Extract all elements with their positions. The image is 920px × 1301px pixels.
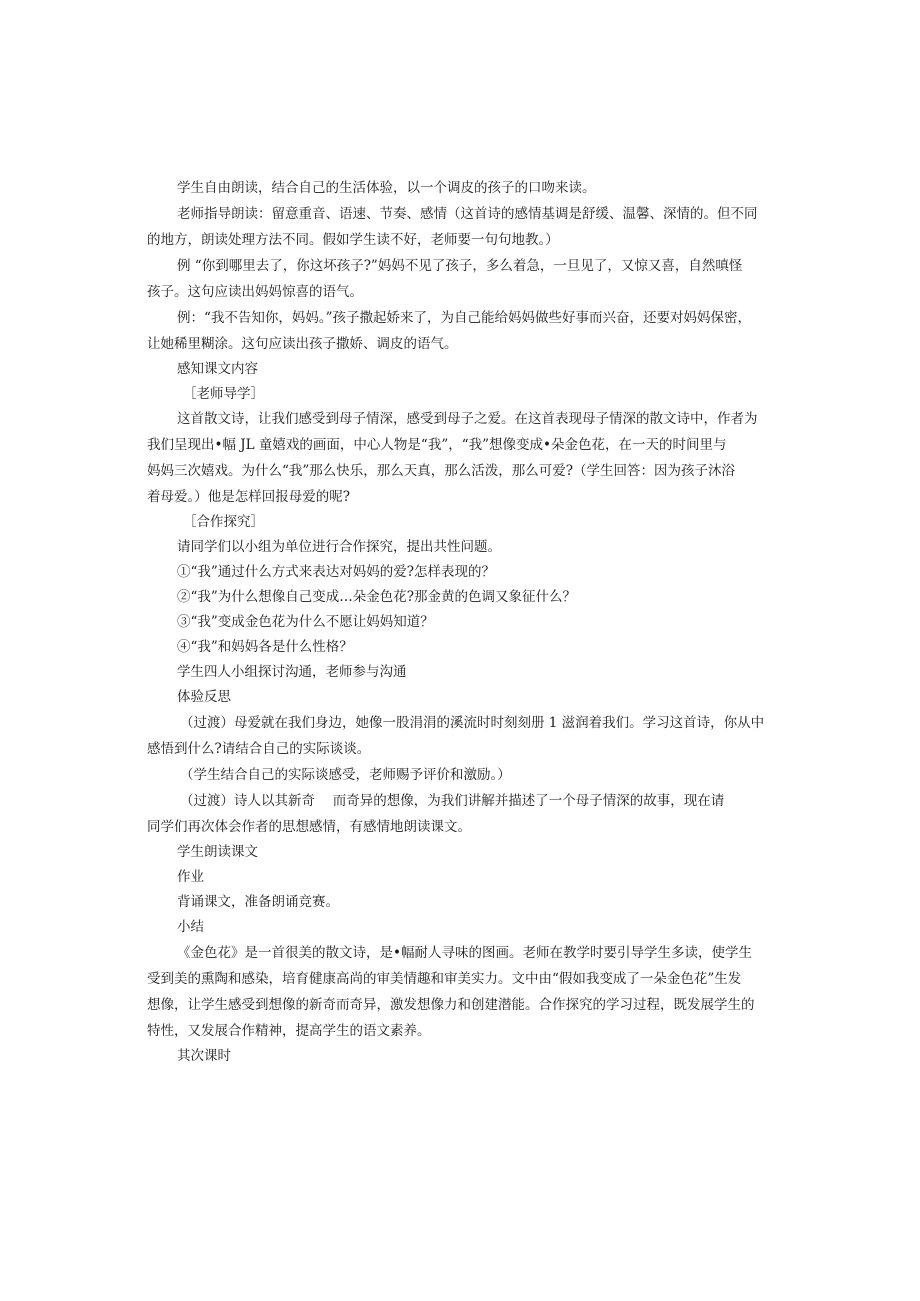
section-label: ［老师导学］ bbox=[183, 386, 264, 402]
list-item: ③“我”变成金色花为什么不愿让妈妈知道？ bbox=[177, 614, 434, 630]
text-line: 让她稀里糊涂。这句应读出孩子撒娇、调皮的语气。 bbox=[147, 336, 458, 352]
text-line: 例 “你到哪里去了，你这坏孩子?”妈妈不见了孩子，多么着急，一旦见了，又惊又喜，自然嗔怪 bbox=[177, 258, 743, 274]
section-heading: 其次课时 bbox=[177, 1048, 231, 1064]
text-line: 我们呈现出•幅 JL 童嬉戏的画面，中心人物是“我”，“我”想像变成•朵金色花，在一天的时间里与 bbox=[147, 437, 727, 453]
text-line: 老师指导朗读：留意重音、语速、节奏、感情（这首诗的感情基调是舒缓、温馨、深情的。但不同 bbox=[177, 206, 758, 222]
text-line: 学生自由朗读，结合自己的生活体验，以一个调皮的孩子的口吻来读。 bbox=[177, 180, 596, 196]
text-line: 想像，让学生感受到想像的新奇而奇异，激发想像力和创建潜能。合作探究的学习过程，既发展学生的 bbox=[147, 997, 755, 1013]
text-line: （学生结合自己的实际谈感受，老师赐予评价和激励。） bbox=[180, 767, 511, 783]
text-line: 这首散文诗，让我们感受到母子情深，感受到母子之爱。在这首表现母子情深的散文诗中，作者为 bbox=[177, 411, 758, 427]
list-item: ②“我”为什么想像自己变成…朵金色花?那金黄的色调又象征什么？ bbox=[177, 589, 577, 605]
text-line: 请同学们以小组为单位进行合作探究，提出共性问题。 bbox=[177, 539, 501, 555]
text-line: （过渡）诗人以其新奇 而奇异的想像，为我们讲解并描述了一个母子情深的故事，现在请 bbox=[180, 793, 725, 809]
text-line: 背诵课文，准备朗诵竞赛。 bbox=[177, 894, 339, 910]
list-item: ①“我”通过什么方式来表达对妈妈的爱?怎样表现的？ bbox=[177, 564, 496, 580]
list-item: ④“我”和妈妈各是什么性格？ bbox=[177, 639, 353, 655]
text-line: 特性，又发展合作精神，提高学生的语文素养。 bbox=[147, 1023, 431, 1039]
section-heading: 感知课文内容 bbox=[177, 361, 258, 377]
text-line: 例：“我不告知你，妈妈。”孩子撒起娇来了，为自己能给妈妈做些好事而兴奋，还要对妈妈保密， bbox=[177, 310, 752, 326]
text-line: 学生四人小组探讨沟通，老师参与沟通 bbox=[177, 664, 407, 680]
text-line: 《金色花》是一首很美的散文诗，是•幅耐人寻味的图画。老师在教学时要引导学生多读，使学生 bbox=[177, 945, 752, 961]
text-line: 受到美的熏陶和感染，培育健康高尚的审美情趣和审美实力。文中由“假如我变成了一朵金色花”生发 bbox=[147, 971, 742, 987]
section-heading: 学生朗读课文 bbox=[177, 844, 258, 860]
text-line: （过渡）母爱就在我们身边，她像一股涓涓的溪流时时刻刻册 1 滋润着我们。学习这首诗，你从中 bbox=[180, 715, 765, 731]
text-line: 感悟到什么?请结合自己的实际谈谈。 bbox=[147, 741, 371, 757]
section-heading: 作业 bbox=[177, 869, 204, 885]
text-line: 着母爱。）他是怎样回报母爱的呢? bbox=[147, 489, 350, 505]
text-line: 妈妈三次嬉戏。为什么“我”那么快乐，那么天真，那么活泼，那么可爱?（学生回答：因为孩子沐浴 bbox=[147, 463, 736, 479]
text-line: 孩子。这句应读出妈妈惊喜的语气。 bbox=[147, 284, 363, 300]
text-line: 的地方，朗读处理方法不同。假如学生读不好，老师要一句句地教。） bbox=[147, 232, 559, 248]
section-label: ［合作探究］ bbox=[183, 514, 264, 530]
section-heading: 体验反思 bbox=[177, 689, 231, 705]
text-line: 同学们再次体会作者的思想感情，有感情地朗读课文。 bbox=[147, 819, 471, 835]
section-heading: 小结 bbox=[177, 919, 204, 935]
